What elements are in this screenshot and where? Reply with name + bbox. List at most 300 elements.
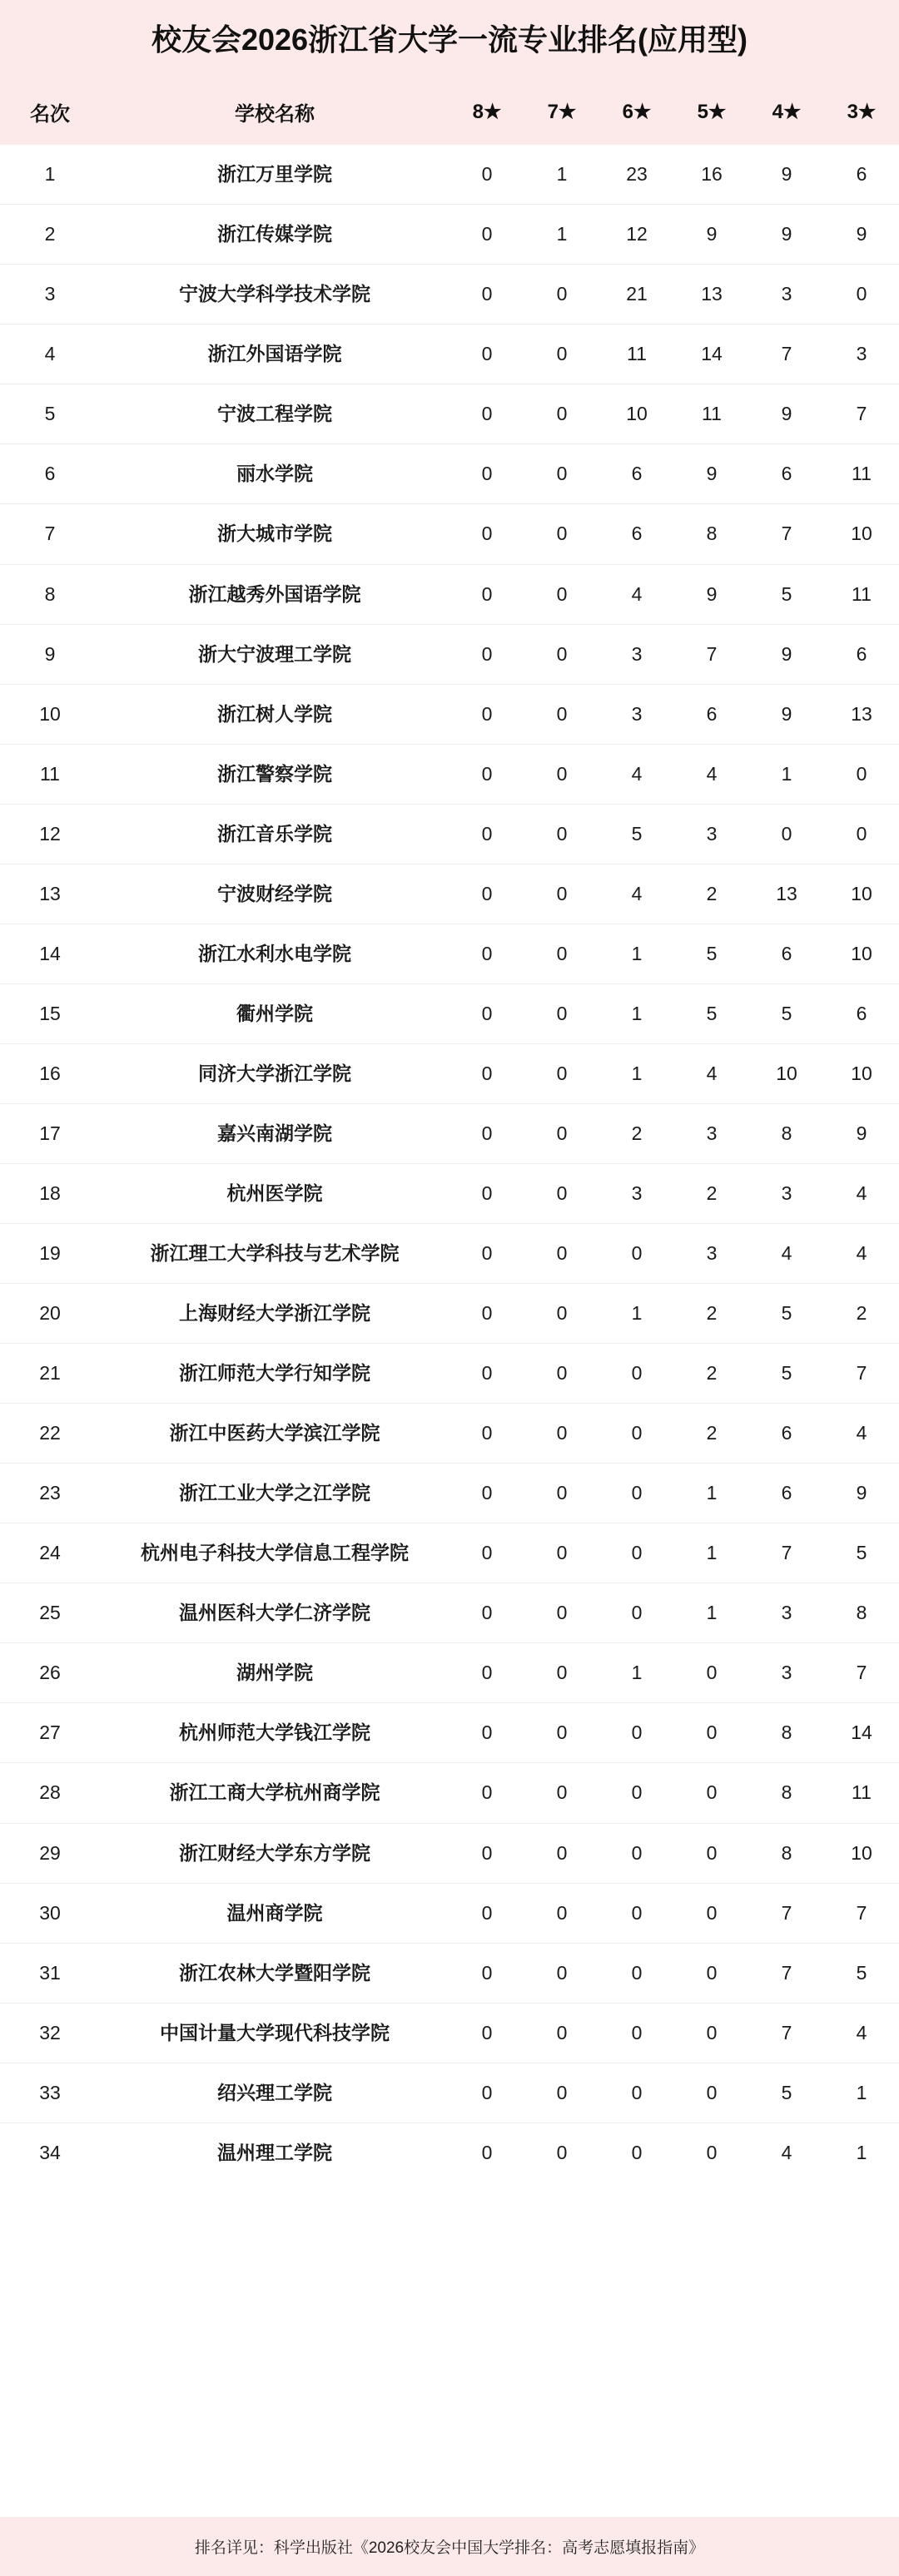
- page-title: 校友会2026浙江省大学一流专业排名(应用型): [151, 22, 748, 57]
- cell-star-count: 6: [749, 924, 824, 983]
- cell-star-count: 5: [674, 983, 749, 1043]
- cell-star-count: 1: [599, 1643, 674, 1703]
- cell-star-count: 6: [599, 444, 674, 504]
- cell-star-count: 11: [674, 384, 749, 444]
- cell-star-count: 0: [450, 1224, 524, 1284]
- cell-star-count: 0: [450, 1643, 524, 1703]
- cell-star-count: 1: [599, 1043, 674, 1103]
- cell-star-count: 3: [749, 1643, 824, 1703]
- cell-school-name: 浙江警察学院: [100, 744, 450, 804]
- cell-star-count: 5: [749, 1344, 824, 1404]
- cell-star-count: 10: [599, 384, 674, 444]
- cell-star-count: 0: [599, 1883, 674, 1943]
- table-row: [0, 2063, 899, 2123]
- cell-star-count: 0: [450, 1404, 524, 1464]
- cell-school-name: 宁波工程学院: [100, 384, 450, 444]
- cell-star-count: 11: [599, 324, 674, 384]
- cell-star-count: 6: [749, 1464, 824, 1523]
- cell-rank: 34: [39, 2141, 61, 2163]
- table-row: [0, 1163, 899, 1223]
- cell-star-count: 7: [749, 1523, 824, 1583]
- cell-star-count: 3: [749, 1163, 824, 1223]
- column-header-school: 学校名称: [100, 79, 450, 145]
- cell-star-count: 0: [450, 1763, 524, 1823]
- cell-star-count: 10: [749, 1043, 824, 1103]
- table-row: [0, 384, 899, 444]
- cell-star-count: 0: [674, 2063, 749, 2123]
- table-row: [0, 1823, 899, 1883]
- column-header-5star: 5★: [674, 79, 749, 145]
- cell-star-count: 0: [450, 1943, 524, 2003]
- cell-star-count: 5: [824, 1943, 899, 2003]
- cell-star-count: 0: [599, 1823, 674, 1883]
- cell-rank: 6: [0, 444, 100, 504]
- cell-rank: 25: [0, 1583, 100, 1643]
- cell-rank: 22: [0, 1404, 100, 1464]
- cell-star-count: 0: [599, 2063, 674, 2123]
- table-row: [0, 1404, 899, 1464]
- table-row: [0, 2123, 899, 2182]
- cell-star-count: 2: [674, 1284, 749, 1344]
- cell-star-count: 0: [450, 983, 524, 1043]
- cell-star-count: 0: [524, 1823, 599, 1883]
- cell-rank: 30: [0, 1883, 100, 1943]
- cell-star-count: 9: [674, 564, 749, 624]
- cell-star-count: 7: [674, 624, 749, 684]
- footer-note: 排名详见：科学出版社《2026校友会中国大学排名：高考志愿填报指南》: [194, 2539, 705, 2557]
- cell-star-count: 2: [674, 1344, 749, 1404]
- ranking-table: [0, 79, 899, 2182]
- cell-star-count: 3: [674, 1224, 749, 1284]
- cell-star-count: 8: [749, 1703, 824, 1763]
- cell-school-name: 杭州医学院: [100, 1163, 450, 1223]
- cell-star-count: 0: [450, 1284, 524, 1344]
- cell-star-count: 0: [450, 1883, 524, 1943]
- cell-star-count: 0: [631, 2141, 643, 2163]
- cell-rank: 32: [0, 2003, 100, 2063]
- cell-star-count: 12: [599, 205, 674, 265]
- column-header-6star: 6★: [599, 79, 674, 145]
- cell-rank: 12: [0, 804, 100, 864]
- cell-star-count: 1: [674, 1583, 749, 1643]
- cell-star-count: 0: [524, 1163, 599, 1223]
- cell-star-count: 6: [674, 684, 749, 744]
- cell-star-count: 0: [599, 1703, 674, 1763]
- cell-star-count: 1: [599, 1284, 674, 1344]
- cell-star-count: 6: [824, 983, 899, 1043]
- cell-star-count: 3: [749, 1583, 824, 1643]
- cell-rank: 23: [0, 1464, 100, 1523]
- cell-star-count: 0: [524, 1883, 599, 1943]
- cell-star-count: 5: [674, 924, 749, 983]
- cell-star-count: 13: [749, 864, 824, 924]
- cell-star-count: 0: [450, 744, 524, 804]
- cell-rank: 5: [0, 384, 100, 444]
- cell-star-count: 0: [599, 1224, 674, 1284]
- cell-star-count: 5: [824, 1523, 899, 1583]
- table-row: [0, 1043, 899, 1103]
- cell-school-name: 浙江音乐学院: [100, 804, 450, 864]
- cell-rank: 7: [0, 504, 100, 564]
- cell-star-count: 0: [674, 1823, 749, 1883]
- cell-star-count: 0: [481, 2141, 493, 2163]
- cell-star-count: 2: [674, 1163, 749, 1223]
- cell-star-count: 0: [450, 1344, 524, 1404]
- column-header-rank: 名次: [0, 79, 100, 145]
- cell-star-count: 0: [450, 624, 524, 684]
- cell-star-count: 13: [824, 684, 899, 744]
- cell-star-count: 2: [599, 1103, 674, 1163]
- cell-star-count: 5: [599, 804, 674, 864]
- cell-star-count: 0: [524, 1643, 599, 1703]
- cell-star-count: 0: [524, 804, 599, 864]
- cell-star-count: 0: [524, 2063, 599, 2123]
- cell-school-name: 浙江理工大学科技与艺术学院: [100, 1224, 450, 1284]
- cell-star-count: 0: [674, 1763, 749, 1823]
- cell-star-count: 0: [524, 564, 599, 624]
- cell-star-count: 0: [450, 265, 524, 324]
- cell-star-count: 0: [450, 2003, 524, 2063]
- table-row: [0, 1464, 899, 1523]
- cell-rank: 2: [0, 205, 100, 265]
- cell-rank: 15: [0, 983, 100, 1043]
- cell-star-count: 10: [824, 504, 899, 564]
- cell-star-count: 1: [674, 1523, 749, 1583]
- cell-star-count: 0: [824, 804, 899, 864]
- cell-rank: 3: [0, 265, 100, 324]
- cell-star-count: 1: [824, 2063, 899, 2123]
- cell-star-count: 0: [450, 1823, 524, 1883]
- cell-star-count: 1: [524, 145, 599, 205]
- cell-school-name: 浙江树人学院: [100, 684, 450, 744]
- cell-star-count: 0: [450, 1583, 524, 1643]
- table-row: [0, 324, 899, 384]
- cell-school-name: 温州理工学院: [217, 2141, 332, 2163]
- cell-star-count: 0: [599, 1943, 674, 2003]
- cell-star-count: 0: [524, 1703, 599, 1763]
- cell-star-count: 10: [824, 864, 899, 924]
- cell-star-count: 0: [524, 504, 599, 564]
- cell-star-count: 3: [674, 1103, 749, 1163]
- cell-star-count: 0: [450, 864, 524, 924]
- cell-school-name: 杭州电子科技大学信息工程学院: [100, 1523, 450, 1583]
- cell-star-count: 0: [450, 1464, 524, 1523]
- page-footer: [0, 2517, 899, 2576]
- cell-star-count: 0: [450, 504, 524, 564]
- cell-star-count: 3: [599, 684, 674, 744]
- table-row: [0, 564, 899, 624]
- cell-star-count: 0: [674, 1643, 749, 1703]
- cell-star-count: 3: [749, 265, 824, 324]
- cell-star-count: 0: [599, 1464, 674, 1523]
- cell-star-count: 4: [674, 744, 749, 804]
- cell-star-count: 4: [599, 864, 674, 924]
- cell-star-count: 0: [674, 2003, 749, 2063]
- cell-star-count: 0: [524, 444, 599, 504]
- cell-star-count: 0: [599, 1404, 674, 1464]
- cell-star-count: 10: [824, 1823, 899, 1883]
- cell-star-count: 0: [450, 205, 524, 265]
- cell-star-count: 8: [674, 504, 749, 564]
- cell-star-count: 0: [524, 1583, 599, 1643]
- cell-star-count: 9: [674, 444, 749, 504]
- cell-star-count: 1: [524, 205, 599, 265]
- cell-star-count: 6: [749, 444, 824, 504]
- cell-rank: 16: [0, 1043, 100, 1103]
- cell-star-count: 0: [524, 1043, 599, 1103]
- cell-star-count: 5: [749, 1284, 824, 1344]
- cell-star-count: 5: [749, 983, 824, 1043]
- cell-star-count: 6: [824, 624, 899, 684]
- cell-star-count: 7: [824, 1344, 899, 1404]
- cell-star-count: 1: [674, 1464, 749, 1523]
- table-row: [0, 444, 899, 504]
- cell-star-count: 0: [524, 1763, 599, 1823]
- cell-star-count: 0: [599, 1583, 674, 1643]
- cell-star-count: 0: [450, 384, 524, 444]
- column-header-8star: 8★: [450, 79, 524, 145]
- cell-star-count: 6: [749, 1404, 824, 1464]
- cell-rank: 29: [0, 1823, 100, 1883]
- cell-school-name: 浙江工业大学之江学院: [100, 1464, 450, 1523]
- table-row: [0, 265, 899, 324]
- table-row: [0, 2003, 899, 2063]
- cell-star-count: 23: [599, 145, 674, 205]
- cell-star-count: 0: [674, 1883, 749, 1943]
- cell-school-name: 宁波大学科学技术学院: [100, 265, 450, 324]
- cell-school-name: 丽水学院: [100, 444, 450, 504]
- cell-star-count: 2: [674, 1404, 749, 1464]
- cell-star-count: 5: [749, 564, 824, 624]
- cell-star-count: 0: [524, 624, 599, 684]
- cell-star-count: 0: [450, 804, 524, 864]
- cell-school-name: 杭州师范大学钱江学院: [100, 1703, 450, 1763]
- cell-star-count: 6: [824, 145, 899, 205]
- cell-star-count: 0: [524, 265, 599, 324]
- cell-star-count: 0: [450, 1103, 524, 1163]
- cell-star-count: 0: [450, 924, 524, 983]
- cell-rank: 1: [0, 145, 100, 205]
- table-row: [0, 1763, 899, 1823]
- table-row: [0, 1643, 899, 1703]
- cell-star-count: 0: [599, 2003, 674, 2063]
- table-row: [0, 983, 899, 1043]
- cell-star-count: 3: [674, 804, 749, 864]
- cell-school-name: 浙江传媒学院: [100, 205, 450, 265]
- cell-school-name: 浙江师范大学行知学院: [100, 1344, 450, 1404]
- cell-star-count: 11: [824, 564, 899, 624]
- cell-star-count: 2: [674, 864, 749, 924]
- cell-rank: 11: [0, 744, 100, 804]
- cell-rank: 18: [0, 1163, 100, 1223]
- cell-star-count: 0: [524, 1404, 599, 1464]
- cell-star-count: 9: [824, 205, 899, 265]
- cell-star-count: 0: [450, 444, 524, 504]
- table-header: [0, 79, 899, 145]
- cell-star-count: 7: [749, 2003, 824, 2063]
- cell-star-count: 0: [524, 2003, 599, 2063]
- cell-star-count: 1: [599, 924, 674, 983]
- cell-star-count: 1: [749, 744, 824, 804]
- cell-star-count: 11: [824, 444, 899, 504]
- cell-school-name: 浙江水利水电学院: [100, 924, 450, 983]
- cell-star-count: 8: [824, 1583, 899, 1643]
- cell-rank: 8: [0, 564, 100, 624]
- cell-rank: 33: [0, 2063, 100, 2123]
- cell-school-name: 宁波财经学院: [100, 864, 450, 924]
- cell-star-count: 8: [749, 1823, 824, 1883]
- cell-star-count: 0: [450, 1523, 524, 1583]
- cell-rank: 27: [0, 1703, 100, 1763]
- cell-star-count: 0: [524, 1103, 599, 1163]
- cell-star-count: 0: [556, 2141, 568, 2163]
- column-header-3star: 3★: [824, 79, 899, 145]
- table-row: [0, 1344, 899, 1404]
- cell-school-name: 湖州学院: [100, 1643, 450, 1703]
- cell-star-count: 0: [599, 1763, 674, 1823]
- cell-school-name: 浙江中医药大学滨江学院: [100, 1404, 450, 1464]
- cell-star-count: 0: [674, 1943, 749, 2003]
- cell-star-count: 0: [674, 1703, 749, 1763]
- cell-star-count: 8: [749, 1763, 824, 1823]
- cell-star-count: 0: [450, 1703, 524, 1763]
- cell-rank: 26: [0, 1643, 100, 1703]
- cell-star-count: 1: [856, 2141, 867, 2163]
- table-row: [0, 684, 899, 744]
- cell-school-name: 浙大城市学院: [100, 504, 450, 564]
- cell-star-count: 0: [450, 684, 524, 744]
- cell-rank: 9: [0, 624, 100, 684]
- cell-rank: 19: [0, 1224, 100, 1284]
- cell-rank: 31: [0, 1943, 100, 2003]
- cell-school-name: 浙江工商大学杭州商学院: [100, 1763, 450, 1823]
- cell-star-count: 9: [749, 205, 824, 265]
- cell-star-count: 9: [824, 1103, 899, 1163]
- cell-school-name: 浙江外国语学院: [100, 324, 450, 384]
- cell-star-count: 4: [781, 2141, 792, 2163]
- cell-star-count: 9: [749, 384, 824, 444]
- cell-star-count: 4: [824, 1404, 899, 1464]
- cell-star-count: 0: [524, 1943, 599, 2003]
- table-row: [0, 624, 899, 684]
- cell-star-count: 10: [824, 924, 899, 983]
- cell-rank: 24: [0, 1523, 100, 1583]
- table-row: [0, 744, 899, 804]
- cell-star-count: 4: [824, 1163, 899, 1223]
- cell-star-count: 16: [674, 145, 749, 205]
- table-row: [0, 924, 899, 983]
- cell-rank: 20: [0, 1284, 100, 1344]
- cell-star-count: 0: [599, 1523, 674, 1583]
- table-body: [0, 145, 899, 2182]
- cell-star-count: 7: [824, 1643, 899, 1703]
- cell-school-name: 上海财经大学浙江学院: [100, 1284, 450, 1344]
- cell-star-count: 11: [824, 1763, 899, 1823]
- table-row: [0, 1523, 899, 1583]
- cell-star-count: 0: [824, 265, 899, 324]
- cell-star-count: 9: [749, 624, 824, 684]
- table-row: [0, 205, 899, 265]
- cell-star-count: 0: [706, 2141, 718, 2163]
- cell-star-count: 4: [749, 1224, 824, 1284]
- cell-star-count: 0: [524, 324, 599, 384]
- cell-school-name: 衢州学院: [100, 983, 450, 1043]
- table-row: [0, 1703, 899, 1763]
- cell-school-name: 同济大学浙江学院: [100, 1043, 450, 1103]
- cell-star-count: 4: [599, 564, 674, 624]
- cell-rank: 28: [0, 1763, 100, 1823]
- page-header: [0, 0, 899, 79]
- cell-star-count: 0: [749, 804, 824, 864]
- cell-star-count: 0: [450, 324, 524, 384]
- cell-star-count: 3: [599, 1163, 674, 1223]
- cell-star-count: 0: [524, 924, 599, 983]
- cell-star-count: 0: [524, 1523, 599, 1583]
- table-row: [0, 1883, 899, 1943]
- table-row: [0, 1284, 899, 1344]
- table-row: [0, 504, 899, 564]
- cell-school-name: 浙江万里学院: [100, 145, 450, 205]
- cell-star-count: 4: [674, 1043, 749, 1103]
- cell-star-count: 0: [524, 983, 599, 1043]
- cell-star-count: 9: [749, 145, 824, 205]
- cell-school-name: 中国计量大学现代科技学院: [100, 2003, 450, 2063]
- cell-star-count: 7: [749, 324, 824, 384]
- table-row: [0, 1224, 899, 1284]
- cell-star-count: 14: [824, 1703, 899, 1763]
- table-row: [0, 1583, 899, 1643]
- cell-star-count: 10: [824, 1043, 899, 1103]
- cell-rank: 17: [0, 1103, 100, 1163]
- cell-star-count: 4: [599, 744, 674, 804]
- cell-star-count: 8: [749, 1103, 824, 1163]
- cell-star-count: 0: [524, 1284, 599, 1344]
- cell-star-count: 0: [599, 1344, 674, 1404]
- cell-school-name: 浙大宁波理工学院: [100, 624, 450, 684]
- cell-star-count: 7: [749, 1883, 824, 1943]
- cell-star-count: 0: [524, 1344, 599, 1404]
- cell-school-name: 浙江农林大学暨阳学院: [100, 1943, 450, 2003]
- cell-star-count: 0: [450, 564, 524, 624]
- cell-star-count: 4: [824, 2003, 899, 2063]
- table-row: [0, 145, 899, 205]
- table-row: [0, 864, 899, 924]
- cell-star-count: 7: [824, 384, 899, 444]
- cell-star-count: 7: [749, 1943, 824, 2003]
- cell-rank: 13: [0, 864, 100, 924]
- cell-star-count: 0: [824, 744, 899, 804]
- cell-school-name: 浙江越秀外国语学院: [100, 564, 450, 624]
- cell-star-count: 0: [524, 1224, 599, 1284]
- cell-star-count: 9: [824, 1464, 899, 1523]
- cell-star-count: 0: [524, 684, 599, 744]
- cell-star-count: 21: [599, 265, 674, 324]
- cell-school-name: 嘉兴南湖学院: [100, 1103, 450, 1163]
- cell-school-name: 绍兴理工学院: [100, 2063, 450, 2123]
- cell-rank: 4: [0, 324, 100, 384]
- cell-star-count: 3: [824, 324, 899, 384]
- cell-school-name: 温州商学院: [100, 1883, 450, 1943]
- cell-star-count: 14: [674, 324, 749, 384]
- table-row: [0, 1943, 899, 2003]
- table-row: [0, 1103, 899, 1163]
- column-header-4star: 4★: [749, 79, 824, 145]
- cell-star-count: 2: [824, 1284, 899, 1344]
- cell-star-count: 0: [524, 384, 599, 444]
- cell-star-count: 7: [749, 504, 824, 564]
- cell-star-count: 1: [599, 983, 674, 1043]
- cell-star-count: 13: [674, 265, 749, 324]
